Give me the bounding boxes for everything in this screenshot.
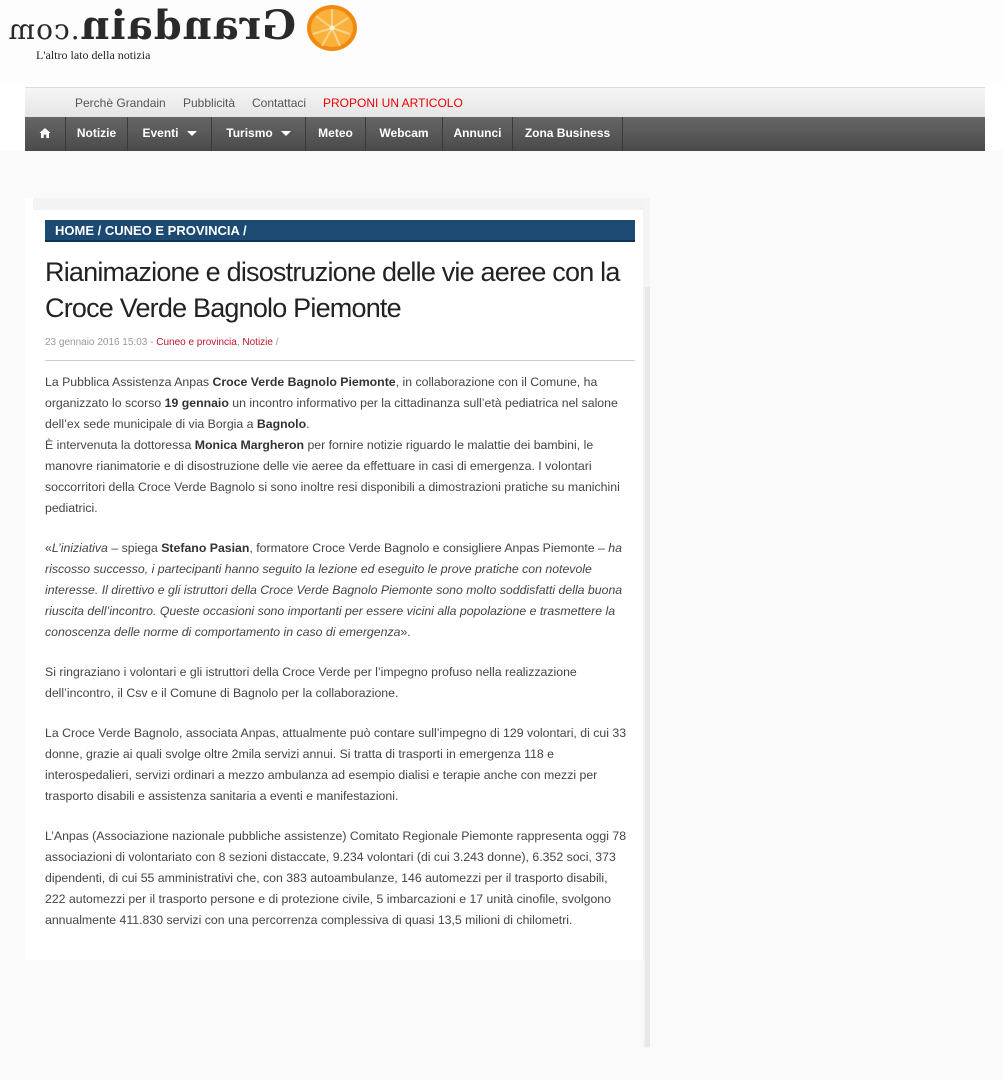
nav-eventi[interactable]: Eventi xyxy=(128,117,212,151)
main-nav xyxy=(25,117,985,151)
site-tagline: L'altro lato della notizia xyxy=(36,48,151,62)
topnav-proponi-articolo[interactable]: PROPONI UN ARTICOLO xyxy=(323,96,463,110)
site-logo[interactable] xyxy=(7,2,366,64)
nav-annunci[interactable]: Annunci xyxy=(443,117,513,151)
breadcrumb: HOME / CUNEO E PROVINCIA / xyxy=(45,220,635,242)
topnav-contattaci[interactable]: Contattaci xyxy=(252,96,307,110)
orange-icon xyxy=(304,2,358,52)
article-meta: 23 gennaio 2016 15:03 - Cuneo e provincia, Notizie / xyxy=(45,337,279,348)
meta-divider xyxy=(45,360,635,361)
article-title: Rianimazione e disostruzione delle vie aeree con la Croce Verde Bagnolo Piemonte xyxy=(45,257,620,323)
article-date: 23 gennaio 2016 15:03 xyxy=(45,337,148,348)
scrollbar-track[interactable] xyxy=(645,287,650,1047)
paragraph-3: Si ringraziano i volontari e gli istruttori della Croce Verde per l’impegno profuso nella realizzazione dell’incontro, il Csv e il Comune di Bagnolo per la collaborazione. xyxy=(45,665,577,700)
chevron-down-icon xyxy=(187,131,197,136)
top-nav xyxy=(25,87,985,118)
breadcrumb-section[interactable]: CUNEO E PROVINCIA xyxy=(104,223,240,238)
article-body xyxy=(45,372,628,950)
paragraph-4: La Croce Verde Bagnolo, associata Anpas, attualmente può contare sull’impegno di 129 volontari, di cui 33 donne, grazie ai quali svolge oltre 2mila servizi annui. Si tratta di trasporti in emergenza 118 e interospedalieri, servizi ordinari a mezzo ambulanza ad esempio dialisi e terapie anche con mezzi per trasporto disabili e assistenza sanitaria a eventi e manifestazioni. xyxy=(45,726,627,803)
topnav-perche-grandain[interactable]: Perchè Grandain xyxy=(75,96,166,110)
logo-wordmark: Grandain.com xyxy=(7,2,296,49)
category-link-cuneo[interactable]: Cuneo e provincia xyxy=(156,337,237,348)
category-link-notizie[interactable]: Notizie xyxy=(242,337,273,348)
paragraph-5: L’Anpas (Associazione nazionale pubbliche assistenze) Comitato Regionale Piemonte rappresenta oggi 78 associazioni di volontariato con 8 sezioni distaccate, 9.234 volontari (di cui 3.243 donne), 6.352 soci, 373 dipendenti, di cui 55 amministrativi che, con 383 autoambulanze, 146 automezzi per il trasporto disabili, 222 automezzi per il trasporto persone e di protezione civile, 5 imbarcazioni e 17 unità cinofile, svolgono annualmente 411.830 servizi con una percorrenza complessiva di quasi 13,5 milioni di chilometri. xyxy=(45,829,627,927)
nav-meteo[interactable]: Meteo xyxy=(306,117,366,151)
paragraph-1: La Pubblica Assistenza Anpas Croce Verde Bagnolo Piemonte, in collaborazione con il Comune, ha organizzato lo scorso 19 gennaio un incontro informativo per la cittadinanza sull’età pediatrica nel salone dell’ex sede municipale di via Borgia a Bagnolo. È intervenuta la dottoressa Monica Margheron per fornire notizie riguardo le malattie dei bambini, le manovre rianimatorie e di disostruzione delle vie aeree da effettuare in casi di emergenza. I volontari soccorritori della Croce Verde Bagnolo si sono inoltre resi disponibili a dimostrazioni pratiche su manichini pediatrici. xyxy=(45,375,620,515)
nav-webcam[interactable]: Webcam xyxy=(366,117,443,151)
nav-zona-business[interactable]: Zona Business xyxy=(513,117,623,151)
paragraph-2: «L’iniziativa – spiega Stefano Pasian, formatore Croce Verde Bagnolo e consigliere Anpas Piemonte – ha riscosso successo, i partecipanti hanno seguito la lezione ed eseguito le prove pratiche con notevole interesse. Il direttivo e gli istruttori della Croce Verde Bagnolo Piemonte sono molto soddisfatti della buona riuscita dell’incontro. Queste occasioni sono importanti per essere vicini alla popolazione e trasmettere la conoscenza delle norme di comportamento in caso di emergenza». xyxy=(45,541,623,639)
home-icon xyxy=(39,127,51,139)
home-nav-button[interactable] xyxy=(25,117,66,151)
breadcrumb-home[interactable]: HOME xyxy=(55,223,94,238)
nav-turismo[interactable]: Turismo xyxy=(212,117,306,151)
article-top-border xyxy=(33,198,643,210)
topnav-pubblicita[interactable]: Pubblicità xyxy=(183,96,236,110)
chevron-down-icon xyxy=(281,131,291,136)
nav-notizie[interactable]: Notizie xyxy=(66,117,128,151)
